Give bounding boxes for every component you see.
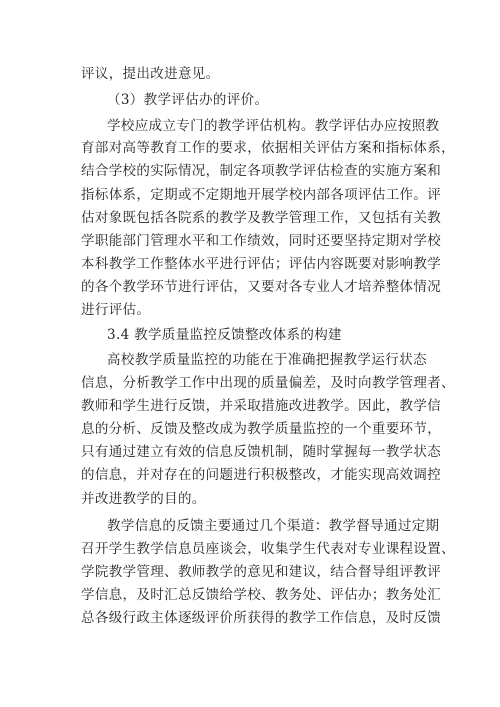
text-line: 高校教学质量监控的功能在于准确把握教学运行状态	[107, 352, 427, 368]
text-line: 评议，提出改进意见。	[81, 66, 220, 82]
text-line: 信息，分析教学工作中出现的质量偏差，及时向教学管理者、	[81, 375, 455, 391]
text-line: 估对象既包括各院系的教学及教学管理工作，又包括有关教	[81, 210, 442, 226]
text-line: 学校应成立专门的教学评估机构。教学评估办应按照教	[107, 118, 440, 134]
text-line: 息的分析、反馈及整改成为教学质量监控的一个重要环节，	[81, 421, 442, 437]
subsection-heading: （3）教学评估办的评价。	[107, 92, 269, 108]
text-line: 结合学校的实际情况，制定各项教学评估检查的实施方案和	[81, 163, 442, 179]
text-line: 教师和学生进行反馈，并采取措施改进教学。因此，教学信	[81, 398, 442, 414]
text-line: 学信息，及时汇总反馈给学校、教务处、评估办；教务处汇	[81, 587, 442, 603]
text-line: 召开学生教学信息员座谈会，收集学生代表对专业课程设置、	[81, 541, 455, 557]
text-line: 指标体系，定期或不定期地开展学校内部各项评估工作。评	[81, 187, 442, 203]
text-line: 学院教学管理、教师教学的意见和建议，结合督导组评教评	[81, 564, 442, 580]
text-line: 本科教学工作整体水平进行评估；评估内容既要对影响教学	[81, 256, 442, 272]
text-line: 的各个教学环节进行评估，又要对各专业人才培养整体情况	[81, 279, 442, 295]
text-line: 学职能部门管理水平和工作绩效，同时还要坚持定期对学校	[81, 233, 442, 249]
text-line: 总各级行政主体逐级评价所获得的教学工作信息，及时反馈	[81, 610, 442, 626]
text-line: 教学信息的反馈主要通过几个渠道：教学督导通过定期	[107, 518, 440, 534]
text-line: 进行评估。	[81, 302, 151, 318]
text-line: 只有通过建立有效的信息反馈机制，随时掌握每一教学状态	[81, 444, 442, 460]
text-line: 并改进教学的目的。	[81, 491, 206, 507]
text-line: 的信息，并对存在的问题进行积极整改，才能实现高效调控	[81, 467, 442, 483]
text-line: 育部对高等教育工作的要求，依据相关评估方案和指标体系，	[81, 140, 455, 156]
section-heading: 3.4 教学质量监控反馈整改体系的构建	[107, 327, 342, 343]
